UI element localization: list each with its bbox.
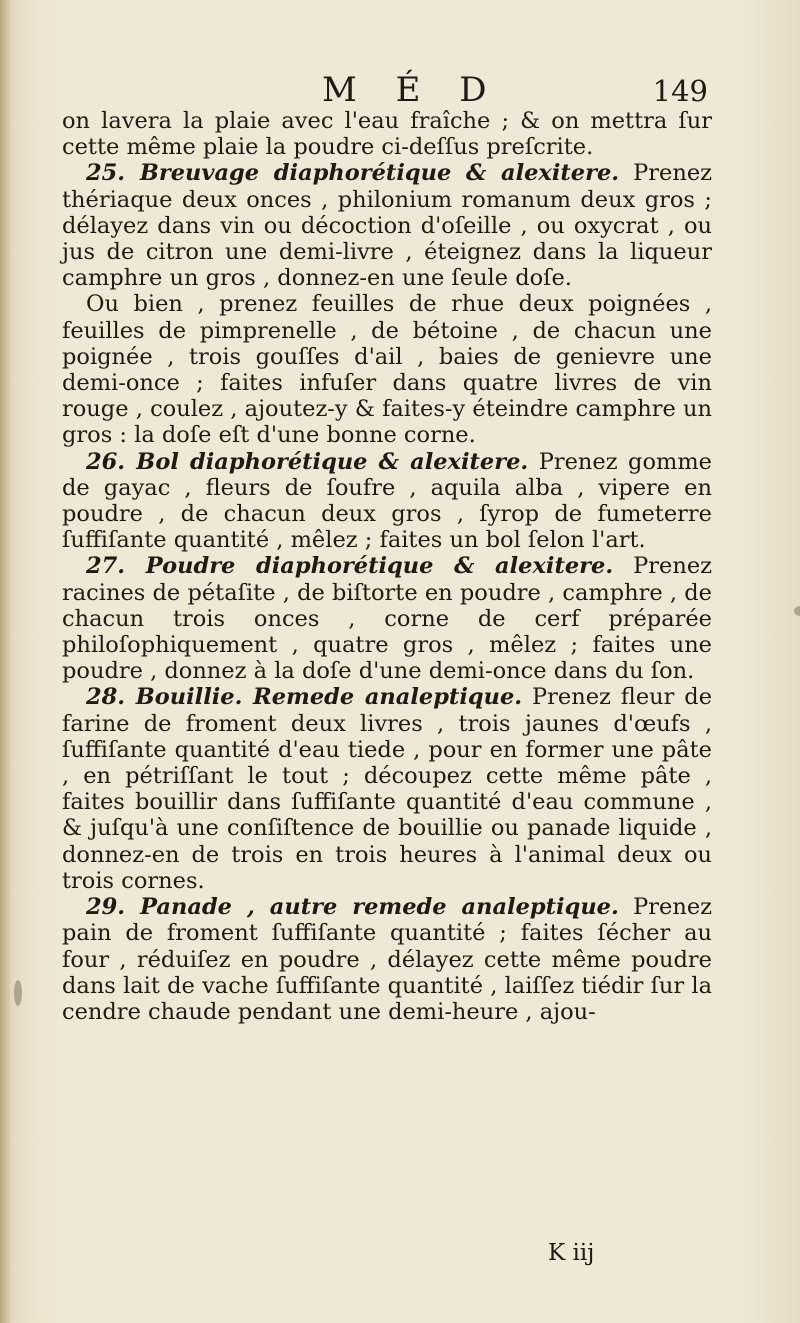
paragraph-text: Prenez fleur de farine de froment deux livres , trois jaunes d'œufs , ſuffiſante quantité d'eau tiede , pour en former une pâte , en pétriſſant le tout ; découpez cette même pâte , faites bouillir dans ſuffiſante quantité d'eau commune , & juſqu'à une conſiſtence de bouillie ou panade liquide , donnez-en de trois en trois heures à l'animal deux ou trois cornes.	[62, 684, 713, 894]
paragraph	[62, 684, 712, 894]
page-gutter	[0, 0, 10, 1323]
entry-heading: 25. Breuvage diaphorétique & alexitere.	[86, 160, 620, 187]
paragraph	[62, 553, 712, 684]
page-number: 149	[652, 74, 708, 108]
paragraph-text: on lavera la plaie avec l'eau fraîche ; & on mettra ſur cette même plaie la poudre ci-deſſus preſcrite.	[62, 108, 712, 161]
paragraph-text: Prenez thériaque deux onces , philonium romanum deux gros ; délayez dans vin ou décoction d'oſeille , ou oxycrat , ou jus de citron une demi-livre , éteignez dans la liqueur camphre un gros , donnez-en une ſeule doſe.	[62, 160, 713, 292]
paragraph	[62, 894, 712, 1025]
entry-heading: 26. Bol diaphorétique & alexitere.	[86, 448, 529, 475]
ink-spot	[14, 980, 22, 1006]
running-head: M É D	[322, 70, 501, 110]
paragraph-text: Prenez pain de froment ſuffiſante quantité ; faites ſécher au four , réduiſez en poudre , délayez cette même poudre dans lait de vache ſuffiſante quantité , laiſſez tiédir ſur la cendre chaude pendant une demi-heure , ajou-	[62, 894, 713, 1025]
paragraph	[62, 449, 712, 554]
signature-mark: K iij	[548, 1240, 595, 1266]
paragraph	[62, 291, 712, 448]
paragraph	[62, 108, 712, 160]
paragraph	[62, 160, 712, 291]
page-header	[60, 70, 720, 110]
entry-heading: 29. Panade , autre remede analeptique.	[86, 894, 619, 921]
body-text	[62, 108, 712, 1025]
ink-spot	[794, 606, 800, 616]
paragraph-text: Prenez gomme de gayac , fleurs de ſoufre , aquila alba , vipere en poudre , de chacun deux gros , ſyrop de fumeterre ſuffiſante quantité , mêlez ; faites un bol ſelon l'art.	[62, 448, 712, 554]
paragraph-text: Prenez racines de pétaſite , de biſtorte en poudre , camphre , de chacun trois onces , corne de cerf préparée philoſophiquement , quatre gros , mêlez ; faites une poudre , donnez à la doſe d'une demi-once dans du ſon.	[62, 553, 712, 685]
paragraph-text: Ou bien , prenez feuilles de rhue deux poignées , feuilles de pimprenelle , de bétoine , de chacun une poignée , trois gouſſes d'ail , baies de genievre une demi-once ; faites infuſer dans quatre livres de vin rouge , coulez , ajoutez-y & faites-y éteindre camphre un gros : la doſe eſt d'une bonne corne.	[62, 291, 712, 449]
entry-heading: 28. Bouillie. Remede analeptique.	[86, 684, 523, 711]
entry-heading: 27. Poudre diaphorétique & alexitere.	[86, 553, 614, 580]
